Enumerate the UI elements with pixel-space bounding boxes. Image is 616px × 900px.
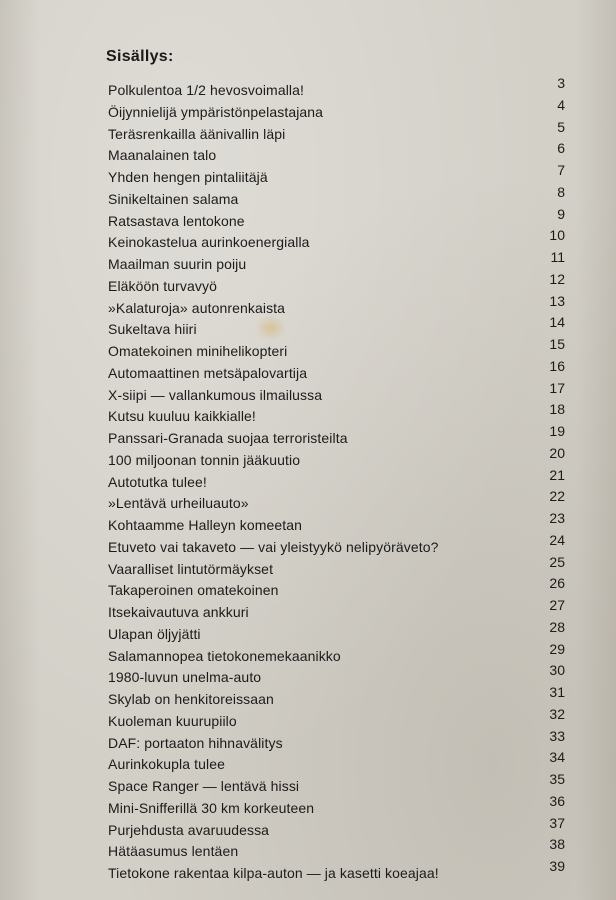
toc-entry-page-number: 14 <box>549 314 565 331</box>
toc-entry-page-number: 28 <box>549 618 565 635</box>
toc-entry-title: Kohtaamme Halleyn komeetan <box>108 517 303 533</box>
toc-entry-title: »Lentävä urheiluauto» <box>108 495 249 512</box>
toc-entry-title: Panssari-Granada suojaa terroristeilta <box>108 430 348 446</box>
toc-entry-page-number: 36 <box>549 792 565 809</box>
toc-entry-page-number: 35 <box>549 771 565 787</box>
toc-entry-page-number: 31 <box>549 684 565 700</box>
toc-entry-title: Tietokone rakentaa kilpa-auton — ja kasetti koeajaa! <box>108 865 439 881</box>
toc-entry-title: Sinikeltainen salama <box>108 190 239 207</box>
toc-entry-title: Hätäasumus lentäen <box>108 843 239 860</box>
toc-entry-page-number: 5 <box>557 118 565 135</box>
toc-entry-title: Teräsrenkailla äänivallin läpi <box>108 125 286 142</box>
toc-entry-page-number: 20 <box>549 444 565 461</box>
toc-entry <box>0 792 616 819</box>
toc-entry-title: Itsekaivautuva ankkuri <box>108 604 249 620</box>
toc-entry-page-number: 15 <box>549 336 565 352</box>
toc-entry-page-number: 34 <box>549 749 565 766</box>
toc-entry-page-number: 11 <box>550 249 565 265</box>
toc-entry-title: Space Ranger — lentävä hissi <box>108 778 300 794</box>
toc-entry-title: Salamannopea tietokonemekaanikko <box>108 647 341 664</box>
toc-entry-title: Vaaralliset lintutörmäykset <box>108 560 274 577</box>
toc-entry <box>0 814 616 841</box>
toc-entry-page-number: 9 <box>557 205 565 222</box>
toc-entry <box>0 531 616 558</box>
toc-entry-page-number: 3 <box>557 75 565 91</box>
toc-entry-title: Maanalainen talo <box>108 147 217 164</box>
toc-entry-page-number: 27 <box>549 597 565 613</box>
toc-entry <box>0 727 616 754</box>
toc-entry <box>0 96 616 123</box>
toc-entry-title: Skylab on henkitoreissaan <box>108 691 274 707</box>
toc-entry <box>0 75 616 101</box>
toc-entry <box>0 314 616 340</box>
toc-entry-title: Keinokastelua aurinkoenergialla <box>108 234 310 251</box>
toc-entry-title: Eläköön turvavyö <box>108 277 217 294</box>
toc-entry-title: Automaattinen metsäpalovartija <box>108 364 308 381</box>
toc-heading: Sisällys: <box>106 48 174 65</box>
toc-entry-page-number: 17 <box>549 379 565 396</box>
toc-entry <box>0 510 616 536</box>
toc-entry-page-number: 39 <box>549 858 565 874</box>
toc-entry <box>0 205 616 232</box>
toc-entry-page-number: 38 <box>549 836 565 853</box>
toc-entry <box>0 575 616 601</box>
toc-entry-page-number: 25 <box>549 553 565 570</box>
toc-entry <box>0 771 616 797</box>
toc-entry <box>0 597 616 623</box>
toc-entry <box>0 183 616 210</box>
toc-entry-page-number: 6 <box>557 140 565 157</box>
toc-entry-title: X-siipi — vallankumous ilmailussa <box>108 386 323 403</box>
toc-entry-page-number: 29 <box>549 640 565 657</box>
toc-entry-page-number: 12 <box>549 270 565 287</box>
toc-entry <box>0 662 616 688</box>
toc-entry-title: Polkulentoa 1/2 hevosvoimalla! <box>108 82 305 98</box>
toc-entry-title: Purjehdusta avaruudessa <box>108 821 270 838</box>
toc-entry-page-number: 21 <box>549 466 565 483</box>
toc-entry <box>0 488 616 514</box>
toc-entry <box>0 618 616 645</box>
toc-entry-title: Aurinkokupla tulee <box>108 756 225 773</box>
toc-entry-page-number: 37 <box>549 814 565 831</box>
toc-entry <box>0 640 616 667</box>
toc-entry <box>0 401 616 427</box>
toc-entry-page-number: 22 <box>549 488 565 505</box>
toc-entry-page-number: 8 <box>557 183 565 200</box>
toc-entry-title: 1980-luvun unelma-auto <box>108 669 262 686</box>
toc-entry-title: »Kalaturoja» autonrenkaista <box>108 299 286 316</box>
toc-entry <box>0 292 616 319</box>
toc-entry-title: Autotutka tulee! <box>108 473 207 490</box>
toc-entry-title: Ratsastava lentokone <box>108 212 245 229</box>
toc-entry-page-number: 19 <box>549 423 565 439</box>
toc-entry-title: Öijynnielijä ympäristönpelastajana <box>108 103 324 120</box>
toc-entry <box>0 423 616 449</box>
toc-entry-title: Etuveto vai takaveto — vai yleistyykö nelipyöräveto? <box>108 538 439 555</box>
toc-entry <box>0 836 616 862</box>
toc-entry-title: Sukeltava hiiri <box>108 321 197 338</box>
toc-entry-page-number: 7 <box>557 162 565 178</box>
toc-entry-title: Maailman suurin poiju <box>108 256 247 272</box>
toc-entry <box>0 249 616 275</box>
toc-entry-title: Yhden hengen pintaliitäjä <box>108 169 268 185</box>
toc-entry <box>0 227 616 253</box>
toc-entry-title: Kuoleman kuurupiilo <box>108 712 237 729</box>
toc-entry-page-number: 26 <box>549 575 565 592</box>
toc-entry <box>0 336 616 362</box>
toc-entry <box>0 270 616 297</box>
toc-entry <box>0 379 616 406</box>
toc-entry-page-number: 10 <box>549 227 565 244</box>
toc-entry-title: Takaperoinen omatekoinen <box>108 582 279 599</box>
toc-entry-page-number: 30 <box>549 662 565 679</box>
toc-entry <box>0 749 616 775</box>
toc-entry <box>0 118 616 145</box>
toc-entry-title: Ulapan öljyjätti <box>108 625 201 642</box>
toc-entry <box>0 858 616 884</box>
toc-entry-page-number: 13 <box>549 292 565 309</box>
toc-entry <box>0 140 616 166</box>
toc-entry-page-number: 32 <box>549 705 565 722</box>
toc-entry <box>0 705 616 732</box>
toc-entry-page-number: 4 <box>557 96 565 113</box>
toc-entry-title: Omatekoinen minihelikopteri <box>108 343 288 359</box>
toc-entry-title: 100 miljoonan tonnin jääkuutio <box>108 451 301 468</box>
toc-entry-page-number: 24 <box>549 531 565 548</box>
toc-entry <box>0 162 616 188</box>
toc-entry <box>0 444 616 471</box>
toc-entry-title: Mini-Snifferillä 30 km korkeuteen <box>108 799 315 816</box>
toc-entry <box>0 684 616 710</box>
toc-entry <box>0 466 616 493</box>
toc-entry-page-number: 33 <box>549 727 565 744</box>
toc-entry-page-number: 23 <box>549 510 565 526</box>
toc-entry <box>0 553 616 580</box>
toc-entry <box>0 357 616 384</box>
toc-entry-title: Kutsu kuuluu kaikkialle! <box>108 408 256 425</box>
toc-entry-page-number: 18 <box>549 401 565 418</box>
toc-entry-title: DAF: portaaton hihnavälitys <box>108 734 283 751</box>
toc-entry-page-number: 16 <box>549 357 565 374</box>
